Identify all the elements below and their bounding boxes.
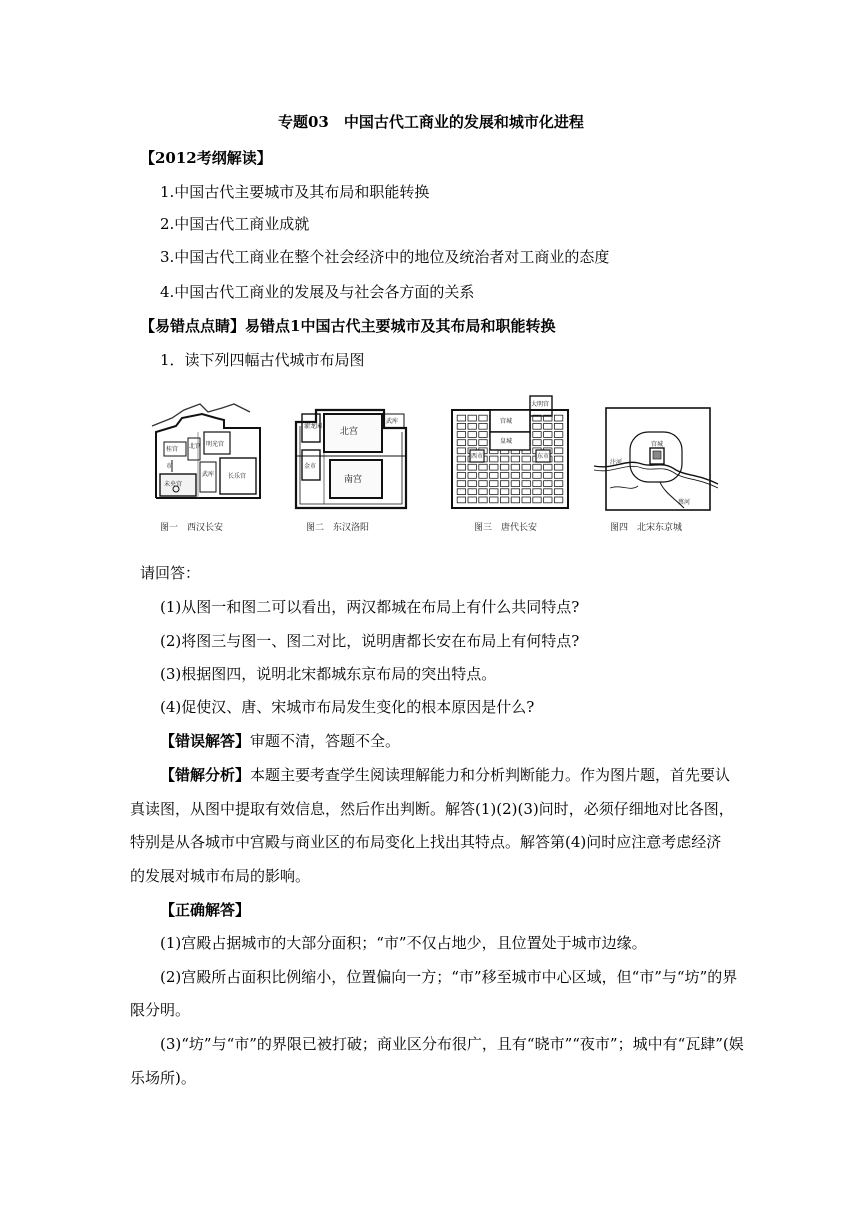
question-intro: 1．读下列四幅古代城市布局图	[160, 351, 365, 369]
fig1-label-market: 市	[166, 463, 173, 470]
fig3-ward-block	[544, 489, 552, 495]
fig3-ward-block	[468, 473, 476, 479]
analysis-label: 【错解分析】	[160, 766, 251, 784]
fig4-label-bian-river: 汴河	[610, 459, 623, 466]
fig3-ward-block	[554, 415, 562, 421]
wrong-answer-text: 审题不清，答题不全。	[250, 732, 401, 750]
mistake-heading: 【易错点点睛】易错点1中国古代主要城市及其布局和职能转换	[140, 317, 556, 335]
figure-2-caption: 图二 东汉洛阳	[306, 523, 370, 533]
fig1-label-mingguang: 明光宫	[206, 441, 225, 448]
fig3-ward-block	[468, 481, 476, 487]
answer-prompt: 请回答：	[140, 564, 201, 582]
fig2-label-north-palace: 北宫	[340, 427, 359, 437]
fig3-ward-block	[468, 464, 476, 470]
fig3-ward-block	[500, 497, 508, 503]
fig3-ward-block	[522, 489, 530, 495]
question-item: (2)将图三与图一、图二对比，说明唐都长安在布局上有何特点?	[160, 632, 580, 650]
fig3-ward-block	[511, 497, 519, 503]
fig3-ward-block	[457, 464, 465, 470]
fig3-ward-block	[457, 489, 465, 495]
city-layout-figures	[142, 388, 720, 538]
fig4-label-palace: 宫城	[651, 441, 664, 448]
fig3-ward-block	[479, 432, 487, 438]
fig3-ward-block	[511, 456, 519, 462]
fig3-ward-block	[479, 497, 487, 503]
fig3-ward-block	[457, 497, 465, 503]
fig3-ward-block	[522, 497, 530, 503]
figure-4-beisong-dongjing	[590, 388, 720, 538]
fig3-label-imperial-city: 皇城	[500, 438, 513, 445]
fig3-ward-block	[479, 415, 487, 421]
fig3-ward-block	[544, 432, 552, 438]
analysis-line-1	[160, 765, 730, 785]
fig1-label-changle: 长乐宫	[228, 473, 247, 480]
fig3-ward-block	[533, 432, 541, 438]
syllabus-item: 4.中国古代工商业的发展及与社会各方面的关系	[160, 283, 475, 301]
wrong-answer	[160, 731, 400, 751]
fig3-ward-block	[522, 464, 530, 470]
fig3-ward-block	[544, 481, 552, 487]
fig3-ward-block	[500, 473, 508, 479]
fig2-label-zhuolong: 濯龙园	[304, 423, 323, 430]
figure-2-donghan-luoyang	[288, 388, 418, 538]
fig3-label-east-market: 东市	[537, 453, 550, 460]
correct-answer-label: 【正确解答】	[160, 901, 251, 919]
syllabus-item: 1.中国古代主要城市及其布局和职能转换	[160, 183, 430, 201]
fig3-ward-block	[479, 423, 487, 429]
figure-4-map	[590, 388, 720, 518]
figure-4-caption: 图四 北宋东京城	[610, 523, 683, 533]
fig3-ward-block	[490, 473, 498, 479]
analysis-line: 的发展对城市布局的影响。	[130, 867, 311, 885]
figure-3-map	[446, 388, 576, 518]
fig3-ward-block	[533, 423, 541, 429]
fig3-ward-block	[457, 473, 465, 479]
fig3-ward-block	[554, 481, 562, 487]
fig3-ward-block	[468, 497, 476, 503]
figure-1-map	[142, 388, 272, 518]
fig3-label-west-market: 西市	[471, 453, 484, 460]
figure-3-tang-changan	[446, 388, 576, 538]
fig3-ward-block	[522, 456, 530, 462]
fig3-ward-block	[544, 473, 552, 479]
fig1-label-weiyang: 未央宫	[164, 481, 183, 488]
fig3-ward-block	[522, 473, 530, 479]
wrong-answer-label: 【错误解答】	[160, 732, 251, 750]
fig3-ward-block	[544, 440, 552, 446]
fig3-label-palace: 宫城	[500, 418, 513, 425]
fig3-ward-block	[533, 473, 541, 479]
fig3-ward-block	[533, 464, 541, 470]
fig3-ward-block	[511, 481, 519, 487]
figure-2-map	[288, 388, 418, 518]
fig3-ward-block	[479, 481, 487, 487]
fig3-ward-block	[511, 473, 519, 479]
fig3-ward-block	[554, 440, 562, 446]
fig1-label-gui: 桂宫	[166, 446, 179, 453]
fig2-label-jinshi: 金市	[304, 463, 317, 470]
fig1-label-wuku: 武库	[202, 471, 215, 478]
fig3-ward-block	[468, 423, 476, 429]
answer-line: (3)“坊”与“市”的界限已被打破；商业区分布很广，且有“晓市”“夜市”；城中有“瓦肆”(娱	[160, 1035, 744, 1053]
fig3-ward-block	[533, 497, 541, 503]
fig3-ward-block	[457, 432, 465, 438]
fig3-ward-block	[457, 415, 465, 421]
figure-1-xihan-changan	[142, 388, 272, 538]
question-item: (4)促使汉、唐、宋城市布局发生变化的根本原因是什么?	[160, 698, 535, 716]
fig3-ward-block	[554, 432, 562, 438]
fig3-ward-block	[457, 448, 465, 454]
fig3-ward-block	[500, 481, 508, 487]
fig3-ward-block	[511, 464, 519, 470]
analysis-text: 本题主要考查学生阅读理解能力和分析判断能力。作为图片题，首先要认	[250, 766, 731, 784]
fig3-ward-block	[554, 464, 562, 470]
fig3-ward-block	[533, 440, 541, 446]
fig3-ward-block	[500, 489, 508, 495]
fig3-ward-block	[457, 423, 465, 429]
figure-3-caption: 图三 唐代长安	[474, 523, 538, 533]
analysis-line: 特别是从各城市中宫殿与商业区的布局变化上找出其特点。解答第(4)问时应注意考虑经济	[130, 833, 722, 851]
fig3-ward-block	[457, 481, 465, 487]
fig4-label-cai-river: 蔡河	[678, 499, 691, 506]
answer-line: 乐场所)。	[130, 1069, 196, 1087]
answer-line: (1)宫殿占据城市的大部分面积；“市”不仅占地少，且位置处于城市边缘。	[160, 934, 647, 952]
fig3-ward-block	[490, 497, 498, 503]
fig3-ward-block	[544, 497, 552, 503]
fig3-ward-block	[490, 456, 498, 462]
fig3-ward-block	[468, 415, 476, 421]
fig3-ward-block	[490, 481, 498, 487]
fig3-ward-block	[457, 440, 465, 446]
analysis-line: 真读图，从图中提取有效信息，然后作出判断。解答(1)(2)(3)问时，必须仔细地对比各图，	[130, 800, 734, 818]
fig3-ward-block	[468, 489, 476, 495]
fig3-ward-block	[533, 481, 541, 487]
fig3-ward-block	[533, 489, 541, 495]
fig3-ward-block	[554, 423, 562, 429]
fig2-label-wuku: 武库	[386, 418, 399, 425]
fig3-ward-block	[479, 489, 487, 495]
fig3-ward-block	[554, 489, 562, 495]
syllabus-heading: 【2012考纲解读】	[140, 149, 272, 167]
syllabus-item: 2.中国古代工商业成就	[160, 215, 310, 233]
document-title: 专题03 中国古代工商业的发展和城市化进程	[278, 113, 584, 131]
fig3-ward-block	[500, 464, 508, 470]
fig3-ward-block	[554, 497, 562, 503]
fig3-ward-block	[468, 432, 476, 438]
fig3-ward-block	[554, 473, 562, 479]
fig3-ward-block	[479, 440, 487, 446]
fig3-label-daming: 大明宫	[531, 401, 550, 408]
fig3-ward-block	[544, 464, 552, 470]
question-item: (3)根据图四，说明北宋都城东京布局的突出特点。	[160, 665, 497, 683]
fig1-label-north: 北宫	[189, 443, 202, 450]
fig3-ward-block	[457, 456, 465, 462]
fig3-ward-block	[500, 456, 508, 462]
fig3-ward-block	[468, 440, 476, 446]
fig3-ward-block	[490, 489, 498, 495]
answer-line: 限分明。	[130, 1001, 191, 1019]
figure-1-caption: 图一 西汉长安	[160, 523, 224, 533]
fig3-ward-block	[554, 456, 562, 462]
syllabus-item: 3.中国古代工商业在整个社会经济中的地位及统治者对工商业的态度	[160, 248, 610, 266]
fig3-ward-block	[554, 448, 562, 454]
fig3-ward-block	[544, 423, 552, 429]
fig3-ward-block	[479, 464, 487, 470]
fig3-ward-block	[522, 481, 530, 487]
fig3-ward-block	[511, 489, 519, 495]
question-item: (1)从图一和图二可以看出，两汉都城在布局上有什么共同特点?	[160, 598, 580, 616]
fig2-label-south-palace: 南宫	[344, 475, 363, 485]
fig3-ward-block	[479, 473, 487, 479]
fig3-ward-block	[490, 464, 498, 470]
answer-line: (2)宫殿所占面积比例缩小，位置偏向一方；“市”移至城市中心区域，但“市”与“坊”的界	[160, 968, 738, 986]
